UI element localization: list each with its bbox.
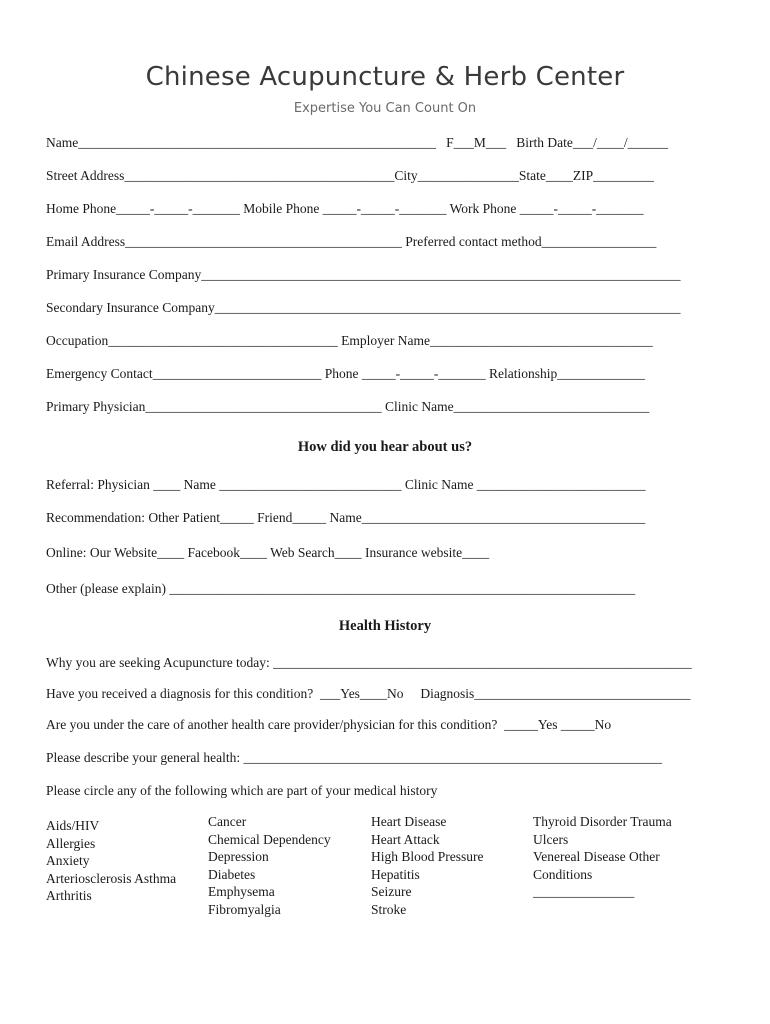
email-field[interactable]: Email Address_________________________________________ Preferred contact method_________________ bbox=[46, 234, 657, 249]
condition-item[interactable]: Allergies bbox=[46, 835, 96, 851]
emergency-contact-field[interactable]: Emergency Contact_________________________ Phone _____-_____-_______ Relationship_____________ bbox=[46, 366, 645, 381]
diagnosis-field[interactable]: Have you received a diagnosis for this condition? ___Yes____No Diagnosis________________________________ bbox=[46, 686, 691, 701]
condition-item[interactable]: Conditions bbox=[533, 866, 593, 882]
condition-item[interactable]: Aids/HIV bbox=[46, 818, 100, 833]
condition-item[interactable]: Seizure bbox=[371, 884, 412, 899]
primary-physician-field[interactable]: Primary Physician___________________________________ Clinic Name_____________________________ bbox=[46, 399, 650, 414]
clinic-tagline: Expertise You Can Count On bbox=[293, 101, 477, 116]
condition-item[interactable]: Heart Disease bbox=[371, 814, 447, 829]
other-conditions-blank[interactable]: _______________ bbox=[533, 884, 635, 899]
referral-heading: How did you hear about us? bbox=[297, 439, 473, 455]
general-health-field[interactable]: Please describe your general health: ______________________________________________________________ bbox=[46, 750, 663, 765]
conditions-column-3 bbox=[371, 813, 484, 918]
condition-item[interactable]: Depression bbox=[208, 849, 269, 864]
condition-item[interactable]: Hepatitis bbox=[371, 866, 420, 882]
condition-item[interactable]: Anxiety bbox=[46, 853, 90, 868]
name-field[interactable]: Name_____________________________________________________ F___M___ Birth Date___/____/______ bbox=[46, 135, 669, 150]
condition-item[interactable]: Arthritis bbox=[46, 888, 92, 903]
referral-line[interactable]: Referral: Physician ____ Name ___________________________ Clinic Name _________________________ bbox=[46, 477, 646, 492]
primary-insurance-field[interactable]: Primary Insurance Company_______________________________________________________________________ bbox=[46, 267, 681, 282]
condition-item[interactable]: Diabetes bbox=[208, 866, 256, 882]
condition-item[interactable]: Stroke bbox=[371, 901, 407, 917]
health-history-heading: Health History bbox=[338, 618, 432, 634]
condition-item[interactable]: High Blood Pressure bbox=[371, 849, 484, 864]
other-provider-field[interactable]: Are you under the care of another health care provider/physician for this condition? _____Yes _____No bbox=[46, 717, 612, 732]
online-line[interactable]: Online: Our Website____ Facebook____ Web Search____ Insurance website____ bbox=[46, 545, 490, 560]
condition-item[interactable]: Fibromyalgia bbox=[208, 901, 281, 917]
condition-item[interactable]: Venereal Disease Other bbox=[533, 849, 660, 864]
conditions-column-1 bbox=[46, 817, 176, 905]
other-explain-line[interactable]: Other (please explain) _____________________________________________________________________ bbox=[46, 581, 636, 596]
condition-item[interactable]: Cancer bbox=[208, 814, 247, 829]
condition-item[interactable]: Ulcers bbox=[533, 831, 569, 847]
medical-history-instruction: Please circle any of the following which are part of your medical history bbox=[46, 783, 438, 798]
condition-item[interactable]: Arteriosclerosis Asthma bbox=[46, 870, 177, 886]
clinic-title: Chinese Acupuncture & Herb Center bbox=[145, 62, 625, 92]
recommendation-line[interactable]: Recommendation: Other Patient_____ Friend_____ Name__________________________________________ bbox=[46, 510, 646, 525]
reason-for-visit-field[interactable]: Why you are seeking Acupuncture today: ______________________________________________________________ bbox=[46, 655, 692, 670]
condition-item[interactable]: Chemical Dependency bbox=[208, 831, 331, 847]
condition-item[interactable]: Heart Attack bbox=[371, 831, 440, 847]
occupation-field[interactable]: Occupation__________________________________ Employer Name_________________________________ bbox=[46, 333, 653, 348]
street-address-field[interactable]: Street Address________________________________________City_______________State____ZIP_________ bbox=[46, 168, 654, 183]
secondary-insurance-field[interactable]: Secondary Insurance Company_____________________________________________________________________ bbox=[46, 300, 681, 315]
phone-fields[interactable]: Home Phone_____-_____-_______ Mobile Phone _____-_____-_______ Work Phone _____-_____-_______ bbox=[46, 201, 644, 216]
condition-item[interactable]: Emphysema bbox=[208, 884, 275, 899]
conditions-column-2 bbox=[208, 813, 331, 918]
condition-item[interactable]: Thyroid Disorder Trauma bbox=[533, 814, 672, 829]
conditions-column-4 bbox=[533, 813, 672, 901]
